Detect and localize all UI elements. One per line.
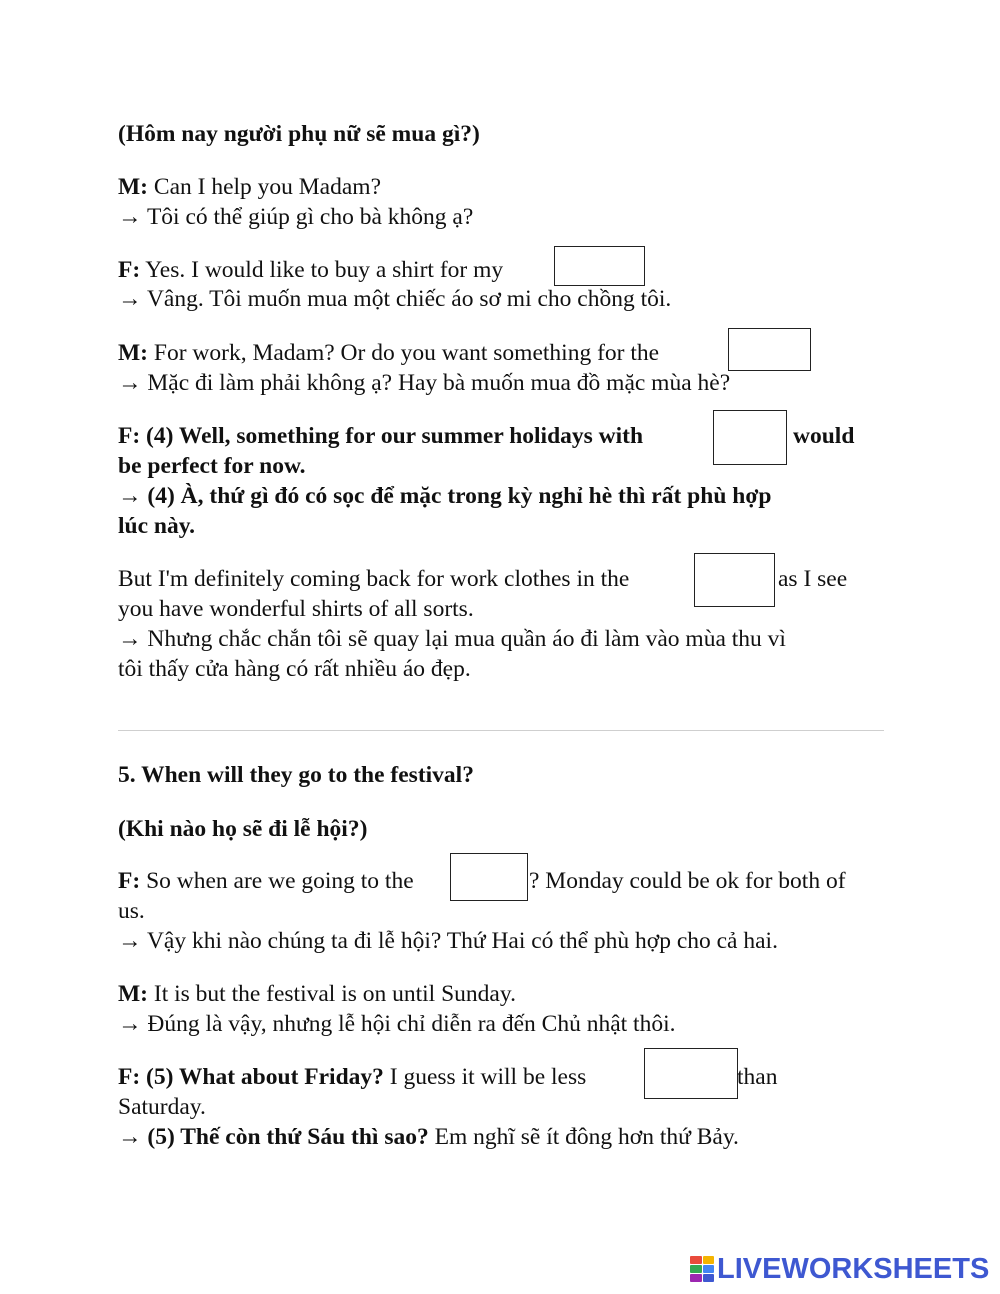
dialogue-text: as I see	[778, 566, 848, 592]
dialogue-text: be perfect for now.	[118, 453, 306, 479]
translation-line: → Tôi có thể giúp gì cho bà không ạ?	[118, 204, 474, 230]
dialogue-text: Saturday.	[118, 1094, 206, 1120]
translation-line: → Vâng. Tôi muốn mua một chiếc áo sơ mi cho chồng tôi.	[118, 286, 672, 312]
speaker-label: M:	[118, 340, 149, 366]
speaker-label: F:	[118, 257, 141, 283]
question-4-line	[118, 421, 643, 451]
dialogue-text: you have wonderful shirts of all sorts.	[118, 596, 474, 622]
question-5-line	[118, 1062, 586, 1092]
dialogue-line-m3	[118, 979, 516, 1009]
speaker-label: F:	[118, 868, 141, 894]
dialogue-text: Yes. I would like to buy a shirt for my	[140, 257, 509, 283]
dialogue-text: So when are we going to the	[140, 868, 414, 894]
dialogue-text: F: (4) Well, something for our summer holidays with	[118, 423, 644, 449]
section4-subtitle: (Hôm nay người phụ nữ sẽ mua gì?)	[118, 121, 480, 147]
logo-text: LIVEWORKSHEETS	[717, 1252, 990, 1285]
dialogue-text: would	[793, 423, 855, 449]
dialogue-line-f3	[118, 866, 414, 896]
answer-input-summer[interactable]	[728, 328, 811, 371]
dialogue-text: ? Monday could be ok for both of	[529, 868, 846, 894]
answer-input-husband[interactable]	[554, 246, 645, 286]
logo-mark-cell	[703, 1274, 715, 1282]
dialogue-line-m2	[118, 338, 761, 368]
translation-line: → Đúng là vậy, nhưng lễ hội chỉ diễn ra đến Chủ nhật thôi.	[118, 1011, 676, 1037]
translation-line: tôi thấy cửa hàng có rất nhiều áo đẹp.	[118, 656, 471, 682]
answer-input-crowded[interactable]	[644, 1048, 738, 1099]
dialogue-line-m1	[118, 172, 381, 202]
speaker-label: M:	[118, 174, 149, 200]
translation-line: → Nhưng chắc chắn tôi sẽ quay lại mua quần áo đi làm vào mùa thu vì	[118, 626, 786, 652]
translation-line: → Vậy khi nào chúng ta đi lễ hội? Thứ Hai có thể phù hợp cho cả hai.	[118, 928, 778, 954]
dialogue-text: Can I help you Madam?	[148, 174, 381, 200]
logo-mark-cell	[690, 1265, 702, 1273]
dialogue-line-f1	[118, 255, 607, 285]
dialogue-text: F: (5) What about Friday?	[118, 1064, 384, 1090]
translation-line: lúc này.	[118, 513, 196, 539]
logo-mark-icon	[690, 1256, 714, 1282]
section5-subtitle: (Khi nào họ sẽ đi lễ hội?)	[118, 816, 368, 842]
answer-input-autumn[interactable]	[694, 553, 775, 607]
answer-input-festival[interactable]	[450, 853, 528, 901]
logo-mark-cell	[690, 1274, 702, 1282]
translation-line: → (4) À, thứ gì đó có sọc để mặc trong kỳ nghỉ hè thì rất phù hợp	[118, 483, 772, 509]
translation-text: → (5) Thế còn thứ Sáu thì sao?	[118, 1124, 429, 1150]
translation-text: Em nghĩ sẽ ít đông hơn thứ Bảy.	[428, 1124, 739, 1150]
answer-input-stripes[interactable]	[713, 410, 787, 465]
dialogue-text: us.	[118, 898, 145, 924]
logo-mark-cell	[703, 1265, 715, 1273]
dialogue-text: It is but the festival is on until Sunday.	[148, 981, 516, 1007]
dialogue-text: than	[737, 1064, 778, 1090]
section-divider	[118, 730, 884, 731]
logo-mark-cell	[703, 1256, 715, 1264]
dialogue-text: For work, Madam? Or do you want something for the	[148, 340, 665, 366]
translation-line: → Mặc đi làm phải không ạ? Hay bà muốn mua đồ mặc mùa hè?	[118, 370, 731, 396]
liveworksheets-logo	[690, 1252, 989, 1286]
speaker-label: M:	[118, 981, 149, 1007]
section5-title: 5. When will they go to the festival?	[118, 762, 474, 788]
dialogue-text: But I'm definitely coming back for work clothes in the	[118, 566, 630, 592]
translation-line	[118, 1122, 739, 1152]
logo-mark-cell	[690, 1256, 702, 1264]
dialogue-text: I guess it will be less	[383, 1064, 587, 1090]
